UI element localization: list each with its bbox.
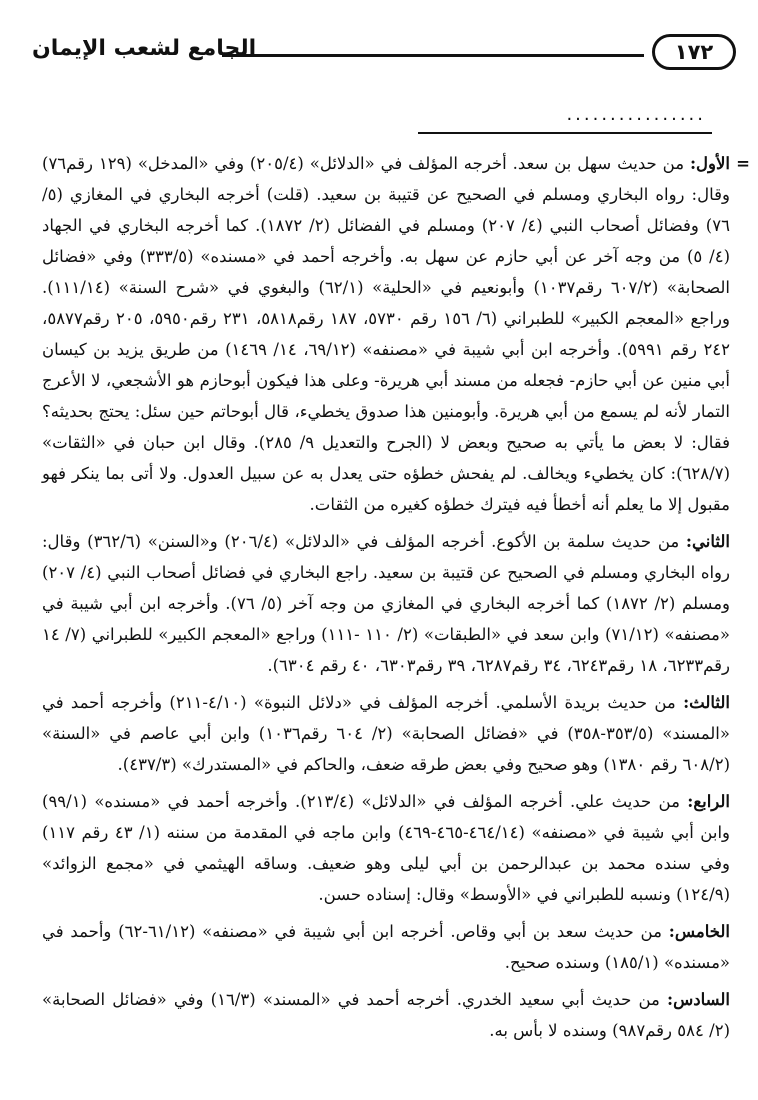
book-title: الجامع لشعب الإيمان	[32, 36, 257, 61]
page-number: ١٧٢	[652, 34, 736, 70]
footnote-paragraph	[42, 148, 750, 520]
footnote-label: الأول:	[689, 154, 730, 173]
header-rule	[222, 54, 644, 57]
page-header	[24, 34, 736, 74]
footnote-label: الرابع:	[687, 792, 730, 811]
footnote-label: الخامس:	[668, 922, 730, 941]
footnote-label: الثاني:	[685, 532, 730, 551]
separator-dots: ................	[566, 104, 706, 125]
footnote-text: من حديث سهل بن سعد. أخرجه المؤلف في «الدلائل» (٢٠٥/٤) وفي «المدخل» (١٢٩ رقم٧٦) وقال: رواه البخاري ومسلم في الصحيح عن قتيبة بن سعيد. (قلت) أخرجه البخاري في المغازي (٥/ ٧٦) وفضائل أصحاب النبي (٤/ ٢٠٧) ومسلم في الفضائل (٢/ ١٨٧٢). كما أخرجه البخاري في الجهاد (٤/ ٥) من وجه آخر عن أبي حازم عن سهل به. وأخرجه أحمد في «مسنده» (٣٣٣/٥) وفي «فضائل الصحابة» (٦٠٧/٢ رقم١٠٣٧) وأبونعيم في «الحلية» (٦٢/١) والبغوي في «شرح السنة» (١١١/١٤). وراجع «المعجم الكبير» للطبراني (٦/ ١٥٦ رقم ٥٧٣٠، ١٨٧ رقم٥٨١٨، ٢٣١ رقم٥٩٥٠، ٢٠٥ رقم٥٨٧٧، ٢٤٢ رقم ٥٩٩١). وأخرجه ابن أبي شيبة في «مصنفه» (٦٩/١٢، ١٤/ ١٤٦٩) من طريق يزيد بن كيسان أبي منين عن أبي حازم- فجعله من مسند أبي هريرة- وعلى هذا فيكون أبوحازم هو الأشجعي، لا الأعرج التمار لأنه لم يسمع من أبي هريرة. وأبومنين هذا صدوق يخطيء، قال أبوحاتم حين سئل: يحتج بحديثه؟ فقال: لا بعض ما يأتي به صحيح وبعض لا (الجرح والتعديل ٩/ ٢٨٥). وقال ابن حبان في «الثقات» (٦٢٨/٧): كان يخطيء ويخالف. لم يفحش خطؤه حتى يعدل به عن سبيل العدول. ولا أتى بما ينكر فهو مقبول إلا ما يعلم أنه أخطأ فيه فيترك خطؤه كغيره من الثقات.	[42, 154, 731, 514]
continuation-marker: =	[736, 154, 750, 173]
footnote-paragraph	[42, 687, 730, 780]
footnote-paragraph	[42, 916, 730, 978]
footnote-text: من حديث أبي سعيد الخدري. أخرجه أحمد في «المسند» (١٦/٣) وفي «فضائل الصحابة» (٢/ ٥٨٤ رقم٩٨٧) وسنده لا بأس به.	[42, 990, 730, 1040]
footnote-text: من حديث بريدة الأسلمي. أخرجه المؤلف في «دلائل النبوة» (٤/١٠-٢١١) وأخرجه أحمد في «المسند» (٣٥٣/٥-٣٥٨) في «فضائل الصحابة» (٢/ ٦٠٤ رقم١٠٣٦) وابن أبي عاصم في «السنة» (٦٠٨/٢ رقم ١٣٨٠) وهو صحيح وفي بعض طرقه ضعف، والحاكم في «المستدرك» (٤٣٧/٣).	[42, 693, 730, 774]
footnote-text: من حديث سلمة بن الأكوع. أخرجه المؤلف في «الدلائل» (٢٠٦/٤) و«السنن» (٣٦٢/٦) وقال: رواه البخاري ومسلم في الصحيح عن قتيبة بن سعيد. راجع البخاري في فضائل أصحاب النبي (٤/ ٢٠٧) ومسلم (٢/ ١٨٧٢) كما أخرجه البخاري في المغازي من وجه آخر (٥/ ٧٦). وأخرجه ابن أبي شيبة في «مصنفه» (٧١/١٢) وابن سعد في «الطبقات» (٢/ ١١٠ -١١١) وراجع «المعجم الكبير» للطبراني (٧/ ١٤ رقم٦٢٣٣، ١٨ رقم٦٢٤٣، ٣٤ رقم٦٢٨٧، ٣٩ رقم٦٣٠٣، ٤٠ رقم ٦٣٠٤).	[42, 532, 730, 675]
footnote-text: من حديث سعد بن أبي وقاص. أخرجه ابن أبي شيبة في «مصنفه» (٦١/١٢-٦٢) وأحمد في «مسنده» (١٨٥/١) وسنده صحيح.	[42, 922, 730, 972]
footnote-paragraph	[42, 984, 730, 1046]
footnote-rule	[418, 132, 712, 134]
footnote-paragraph	[42, 786, 730, 910]
footnote-label: الثالث:	[683, 693, 731, 712]
footnote-paragraph	[42, 526, 730, 681]
footnote-label: السادس:	[667, 990, 730, 1009]
footnote-text: من حديث علي. أخرجه المؤلف في «الدلائل» (٢١٣/٤). وأخرجه أحمد في «مسنده» (٩٩/١) وابن أبي شيبة في «مصنفه» (٤٦٤/١٤-٤٦٥-٤٦٩) وابن ماجه في المقدمة من سننه (١/ ٤٣ رقم ١١٧) وفي سنده محمد بن عبدالرحمن بن أبي ليلى وهو ضعيف. وساقه الهيثمي في «مجمع الزوائد» (١٢٤/٩) ونسبه للطبراني في «الأوسط» وقال: إسناده حسن.	[42, 792, 731, 904]
footnotes-section	[42, 148, 750, 1052]
